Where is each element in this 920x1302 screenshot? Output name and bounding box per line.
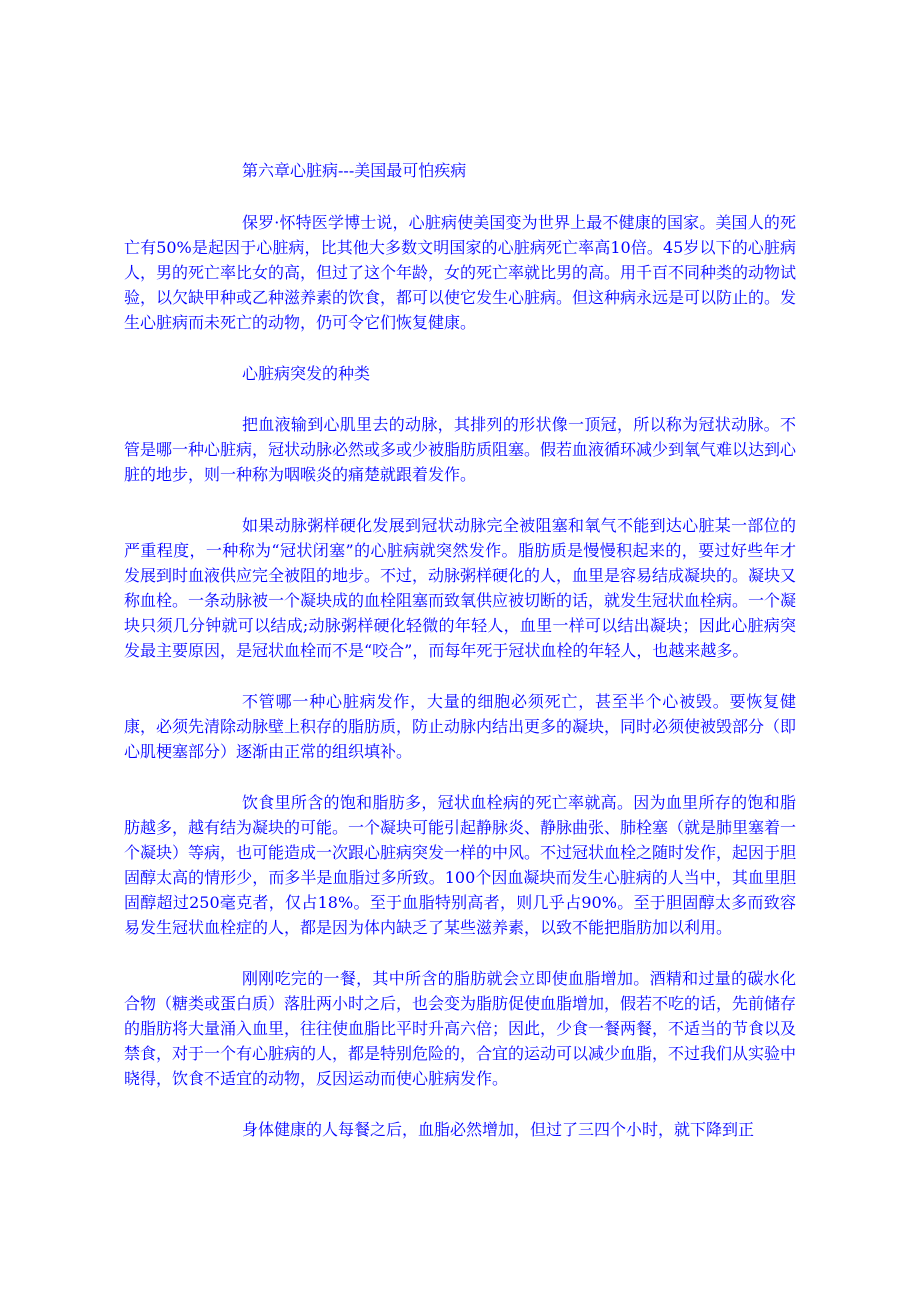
spacer — [124, 663, 796, 689]
spacer — [124, 940, 796, 966]
spacer — [124, 764, 796, 790]
spacer — [124, 183, 796, 210]
spacer — [124, 386, 796, 412]
section-title: 心脏病突发的种类 — [242, 364, 371, 383]
body-paragraph: 刚刚吃完的一餐，其中所含的脂肪就会立即使血脂增加。酒精和过量的碳水化合物（糖类或蛋白质）落肚两小时之后，也会变为脂肪促使血脂增加，假若不吃的话，先前储存的脂肪将大量涌入血里，往往使血脂比平时升高六倍；因此，少食一餐两餐，不适当的节食以及禁食，对于一个有心脏病的人，都是特别危险的，合宜的运动可以减少血脂，不过我们从实验中晓得，饮食不适宜的动物，反因运动而使心脏病发作。 — [124, 969, 797, 1088]
spacer — [124, 1091, 796, 1117]
body-paragraph: 饮食里所含的饱和脂肪多，冠状血栓病的死亡率就高。因为血里所存的饱和脂肪越多，越有结为凝块的可能。一个凝块可能引起静脉炎、静脉曲张、肺栓塞（就是肺里塞着一个凝块）等病，也可能造成一次跟心脏病突发一样的中风。不过冠状血栓之随时发作，起因于胆固醇太高的情形少，而多半是血脂过多所致。100个因血凝块而发生心脏病的人当中，其血里胆固醇超过250毫克者，仅占18%。至于血脂特别高者，则几乎占90%。至于胆固醇太多而致容易发生冠状血栓症的人，都是因为体内缺乏了某些滋养素，以致不能把脂肪加以利用。 — [124, 793, 797, 937]
body-paragraph: 身体健康的人每餐之后，血脂必然增加，但过了三四个小时，就下降到正 — [242, 1120, 755, 1139]
body-paragraph: 把血液输到心肌里去的动脉，其排列的形状像一顶冠，所以称为冠状动脉。不管是哪一种心脏病，冠状动脉必然或多或少被脂肪质阻塞。假若血液循环减少到氧气难以达到心脏的地步，则一种称为咽喉炎的痛楚就跟着发作。 — [124, 415, 797, 484]
chapter-title: 第六章心脏病---美国最可怕疾病 — [242, 161, 467, 180]
body-paragraph: 如果动脉粥样硬化发展到冠状动脉完全被阻塞和氧气不能到达心脏某一部位的严重程度，一种称为“冠状闭塞”的心脏病就突然发作。脂肪质是慢慢积起来的，要过好些年才发展到时血液供应完全被阻的地步。不过，动脉粥样硬化的人，血里是容易结成凝块的。凝块又称血栓。一条动脉被一个凝块成的血栓阻塞而致氧供应被切断的话，就发生冠状血栓病。一个凝块只须几分钟就可以结成;动脉粥样硬化轻微的年轻人，血里一样可以结出凝块；因此心脏病突发最主要原因，是冠状血栓而不是“咬合”，而每年死于冠状血栓的年轻人，也越来越多。 — [124, 516, 797, 660]
document-page — [124, 158, 796, 1142]
intro-paragraph: 保罗·怀特医学博士说，心脏病使美国变为世界上最不健康的国家。美国人的死亡有50%是起因于心脏病，比其他大多数文明国家的心脏病死亡率高10倍。45岁以下的心脏病人，男的死亡率比女的高，但过了这个年龄，女的死亡率就比男的高。用千百不同种类的动物试验，以欠缺甲种或乙种滋养素的饮食，都可以使它发生心脏病。但这种病永远是可以防止的。发生心脏病而未死亡的动物，仍可令它们恢复健康。 — [124, 213, 797, 332]
spacer — [124, 335, 796, 361]
spacer — [124, 487, 796, 513]
body-paragraph: 不管哪一种心脏病发作，大量的细胞必须死亡，甚至半个心被毁。要恢复健康，必须先清除动脉壁上积存的脂肪质，防止动脉内结出更多的凝块，同时必须使被毁部分（即心肌梗塞部分）逐渐由正常的组织填补。 — [124, 692, 797, 761]
